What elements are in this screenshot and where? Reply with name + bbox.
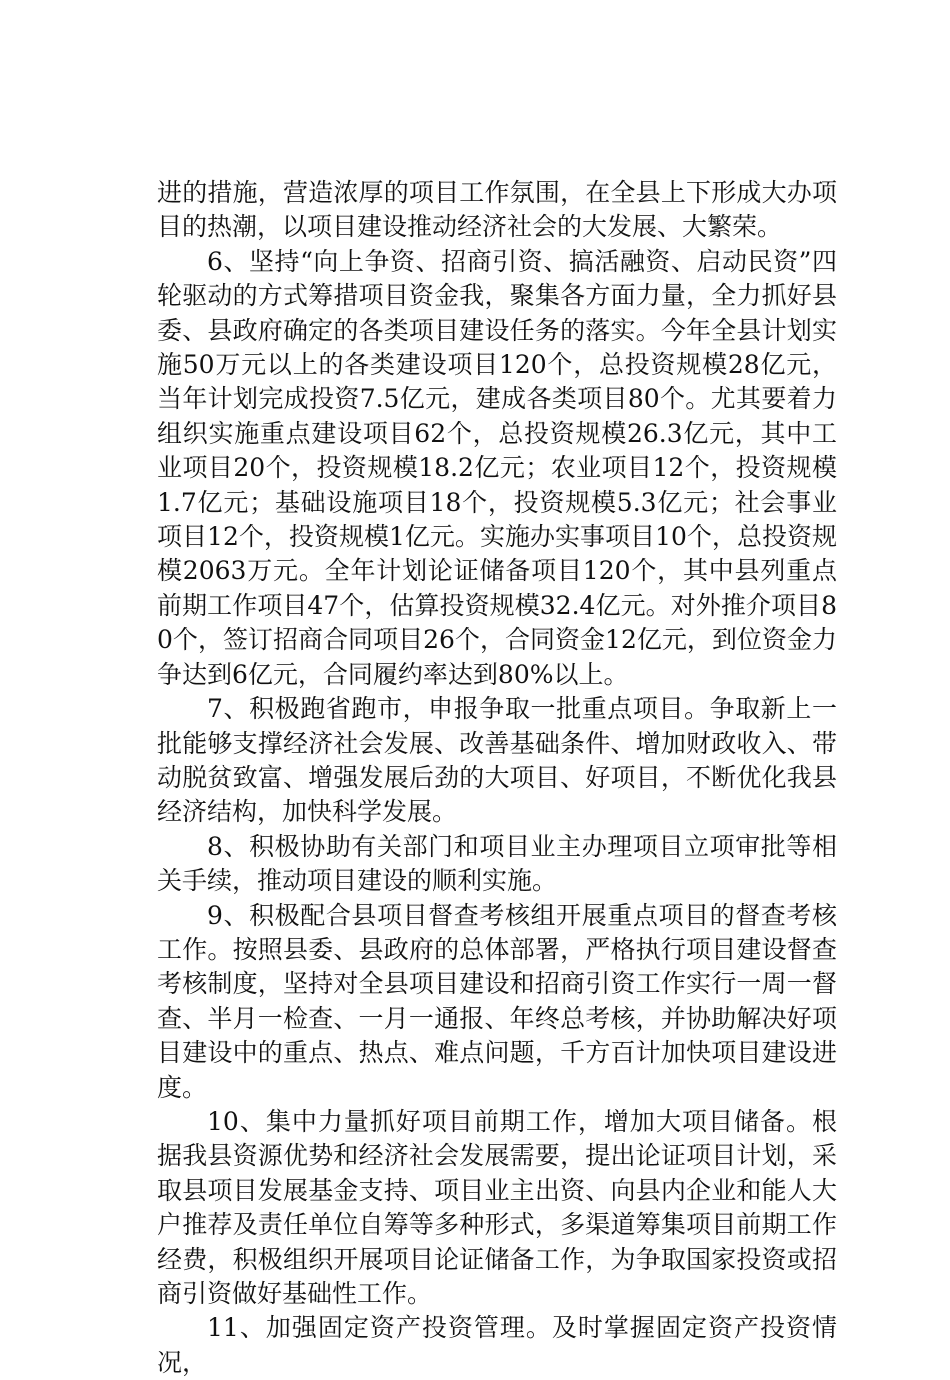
paragraph-item-7: 7、积极跑省跑市，申报争取一批重点项目。争取新上一批能够支撑经济社会发展、改善基础条件、增加财政收入、带动脱贫致富、增强发展后劲的大项目、好项目，不断优化我县经济结构，加快科学发展。 xyxy=(157,694,837,827)
paragraph-item-10: 10、集中力量抓好项目前期工作，增加大项目储备。根据我县资源优势和经济社会发展需要，提出论证项目计划，采取县项目发展基金支持、项目业主出资、向县内企业和能人大户推荐及责任单位自筹等多种形式，多渠道筹集项目前期工作经费，积极组织开展项目论证储备工作，为争取国家投资或招商引资做好基础性工作。 xyxy=(157,1106,837,1308)
document-body xyxy=(157,176,837,1380)
paragraph-item-6: 6、坚持“向上争资、招商引资、搞活融资、启动民资”四轮驱动的方式筹措项目资金我，聚集各方面力量，全力抓好县委、县政府确定的各类项目建设任务的落实。今年全县计划实施50万元以上的各类建设项目120个，总投资规模28亿元，当年计划完成投资7.5亿元，建成各类项目80个。尤其要着力组织实施重点建设项目62个，总投资规模26.3亿元，其中工业项目20个，投资规模18.2亿元；农业项目12个，投资规模1.7亿元；基础设施项目18个，投资规模5.3亿元；社会事业项目12个，投资规模1亿元。实施办实事项目10个，总投资规模2063万元。全年计划论证储备项目120个，其中县列重点前期工作项目47个，估算投资规模32.4亿元。对外推介项目80个，签订招商合同项目26个，合同资金12亿元，到位资金力争达到6亿元，合同履约率达到80%以上。 xyxy=(157,246,837,689)
paragraph-item-8: 8、积极协助有关部门和项目业主办理项目立项审批等相关手续，推动项目建设的顺利实施。 xyxy=(157,831,837,896)
paragraph-item-11: 11、加强固定资产投资管理。及时掌握固定资产投资情况， xyxy=(157,1313,837,1377)
paragraph-intro-continuation: 进的措施，营造浓厚的项目工作氛围，在全县上下形成大办项目的热潮，以项目建设推动经济社会的大发展、大繁荣。 xyxy=(157,178,837,242)
paragraph-item-9: 9、积极配合县项目督查考核组开展重点项目的督查考核工作。按照县委、县政府的总体部署，严格执行项目建设督查考核制度，坚持对全县项目建设和招商引资工作实行一周一督查、半月一检查、一月一通报、年终总考核，并协助解决好项目建设中的重点、热点、难点问题，千方百计加快项目建设进度。 xyxy=(157,900,837,1102)
